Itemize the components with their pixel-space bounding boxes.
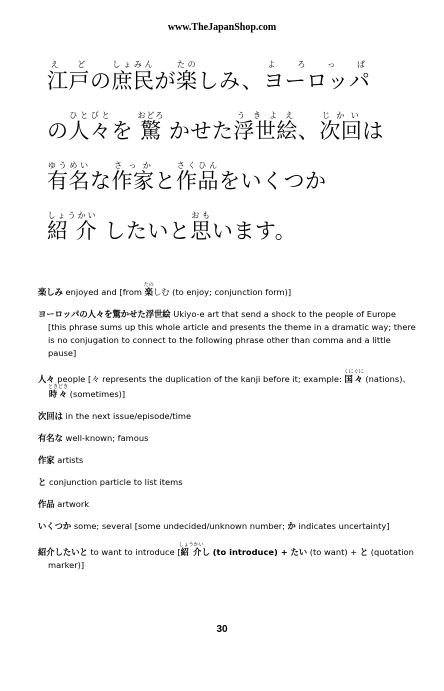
vocabulary-notes bbox=[38, 282, 416, 581]
furigana-word: 有名ゆうめい bbox=[47, 161, 90, 193]
note-term: 人々 bbox=[38, 374, 55, 384]
furigana-word: 思おも bbox=[190, 211, 212, 243]
furigana-word: 人々ひとびと bbox=[68, 111, 112, 143]
passage-line-2 bbox=[47, 106, 407, 156]
main-passage bbox=[47, 56, 407, 256]
furigana-word: 紹 介しょうかい bbox=[47, 211, 98, 243]
passage-line-3 bbox=[47, 156, 407, 206]
furigana-word: 楽たの bbox=[176, 60, 198, 93]
note-term: 次回は bbox=[38, 411, 63, 421]
page-number: 30 bbox=[216, 624, 228, 635]
note-sakuhin: 作品 artwork bbox=[38, 499, 90, 509]
passage-text: したいと bbox=[97, 219, 191, 243]
passage-text: の bbox=[90, 69, 112, 93]
furigana-word: 驚おどろ bbox=[137, 111, 165, 143]
passage-line-1 bbox=[47, 56, 407, 106]
note-sakka: 作家 artists bbox=[38, 455, 84, 465]
passage-text: しみ、 bbox=[197, 69, 264, 93]
furigana-word: 作家さっか bbox=[111, 161, 155, 193]
note-hitobito: 人々 people [々 represents the duplication of the kanji before it; example: 国々くにぐに (nations)、時々ときどき (sometimes)] bbox=[38, 369, 411, 399]
passage-text: な bbox=[90, 169, 112, 193]
note-term: 紹介したいと bbox=[38, 547, 88, 557]
passage-text: が bbox=[154, 69, 176, 93]
passage-text: 、 bbox=[297, 119, 320, 143]
note-yuumei: 有名な well-known; famous bbox=[38, 433, 149, 443]
passage-text: を bbox=[111, 119, 141, 143]
passage-text: は bbox=[362, 119, 384, 143]
note-term: 作品 bbox=[38, 499, 55, 509]
passage-line-4 bbox=[47, 206, 407, 256]
note-term: ヨーロッパの人々を驚かせた浮世絵 bbox=[38, 309, 171, 319]
furigana-word: ヨーロッパよ ろ っ ぱ bbox=[263, 60, 371, 93]
note-ukiyoe-phrase: ヨーロッパの人々を驚かせた浮世絵 Ukiyo-e art that send a shock to the people of Europe [this phrase sums up this whole article and presents the theme in a dramatic way; there is no conjugation to connect to the following phrase other than comma and a little pause] bbox=[38, 309, 416, 358]
furigana-word: 江戸え ど bbox=[47, 60, 90, 93]
passage-text: をいくつか bbox=[219, 169, 327, 193]
note-term: 作家 bbox=[38, 455, 55, 465]
furigana-word: 作品さくひん bbox=[176, 161, 219, 193]
furigana-word: 次回じかい bbox=[319, 111, 363, 143]
note-tanoshimi: 楽しみ enjoyed and [from 楽たのしむ (to enjoy; conjunction form)] bbox=[38, 282, 292, 297]
note-shoukai: 紹介したいと to want to introduce [紹介しょうかいし (to introduce) + たい (to want) + と (quotation marker)] bbox=[38, 542, 414, 570]
note-term: 楽しみ bbox=[38, 287, 63, 297]
note-to: と conjunction particle to list items bbox=[38, 477, 183, 487]
passage-text: の bbox=[47, 119, 69, 143]
note-jikai: 次回は in the next issue/episode/time bbox=[38, 411, 192, 421]
passage-text: います。 bbox=[211, 219, 297, 243]
furigana-word: 浮世絵うきよえ bbox=[233, 111, 298, 143]
note-ikutsuka: いくつか some; several [some undecided/unknown number; か indicates uncertainty] bbox=[38, 521, 390, 531]
site-header: www.TheJapanShop.com bbox=[167, 22, 277, 33]
passage-text: と bbox=[154, 169, 176, 193]
note-term: 有名な bbox=[38, 433, 63, 443]
furigana-word: 庶民しょみん bbox=[111, 60, 155, 93]
note-term: と bbox=[38, 477, 47, 487]
passage-text: かせた bbox=[161, 119, 234, 143]
note-term: いくつか bbox=[38, 521, 72, 531]
